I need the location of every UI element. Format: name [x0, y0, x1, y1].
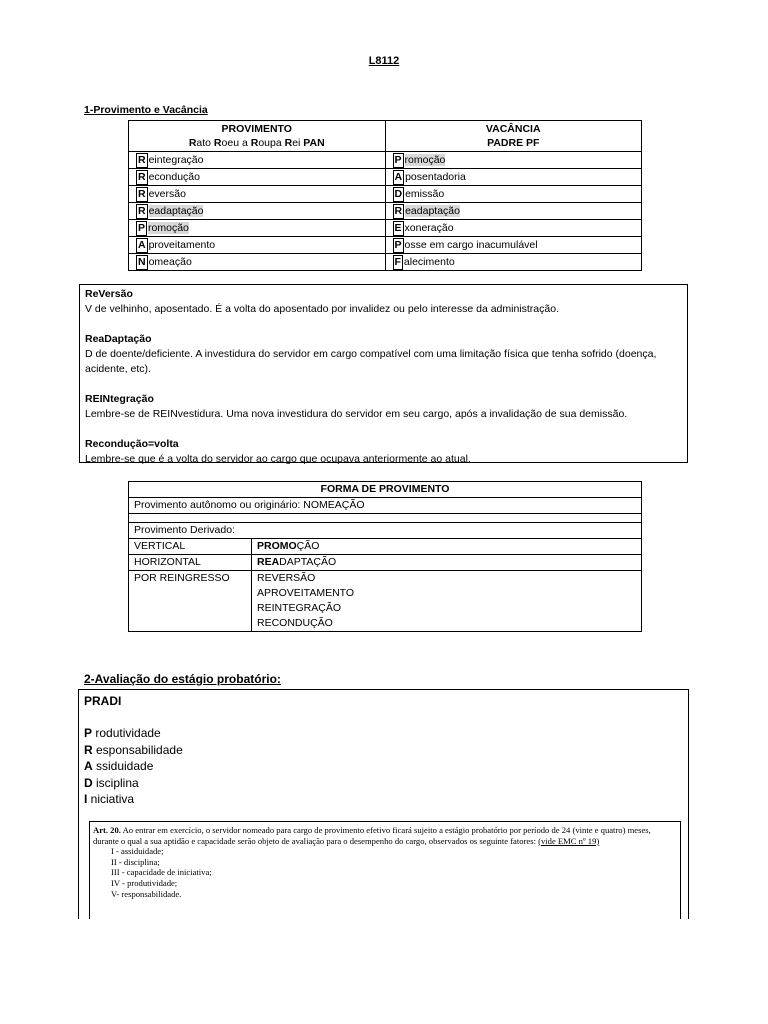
provimento-item — [129, 237, 386, 254]
provimento-initial-letter: R — [138, 170, 146, 183]
provimento-item-label: eintegração — [148, 153, 204, 166]
table-row — [129, 186, 642, 203]
article-20-excerpt — [89, 821, 681, 919]
provimento-item-label: romoção — [148, 221, 189, 234]
vacancia-item — [385, 169, 642, 186]
vacancia-item-label: xoneração — [404, 221, 454, 234]
provimento-item-label: eversão — [148, 187, 186, 200]
definition-reconducao: Recondução=volta Lembre-se que é a volta do servidor ao cargo que ocupava anteriormente ao atual. — [85, 438, 471, 465]
table-row — [129, 237, 642, 254]
forma-vertical-label: VERTICAL — [129, 539, 252, 555]
pradi-item: P rodutividade — [84, 726, 161, 740]
provimento-header: PROVIMENTO — [221, 123, 292, 135]
vacancia-item-label: alecimento — [403, 255, 455, 268]
vacancia-item-label: emissão — [405, 187, 445, 200]
table-row — [129, 220, 642, 237]
provimento-initial-letter: P — [138, 221, 146, 234]
vacancia-initial-letter: P — [394, 153, 402, 166]
vacancia-item-label: romoção — [404, 153, 446, 166]
vacancia-item — [385, 186, 642, 203]
pradi-item: D isciplina — [84, 775, 139, 790]
forma-derivado: Provimento Derivado: — [129, 523, 642, 539]
provimento-item-label: eadaptação — [148, 204, 204, 217]
vide-emc-link[interactable]: (vide EMC nº 19) — [538, 835, 600, 846]
vacancia-initial-letter: E — [394, 221, 402, 234]
pradi-item: R esponsabilidade — [84, 742, 183, 757]
definition-readaptacao: ReaDaptação D de doente/deficiente. A investidura do servidor em cargo compatível com uma limitação física que tenha sofrido (doença, acidente, etc). — [85, 333, 657, 375]
vacancia-item-label: osse em cargo inacumulável — [404, 238, 538, 251]
article-items: I - assiduidade; II - disciplina; III - capacidade de iniciativa; IV - produtividade; V- responsabilidade. — [111, 846, 212, 899]
pradi-acronym: PRADI — [84, 694, 122, 708]
table-row — [129, 203, 642, 220]
pradi-item: I niciativa — [84, 792, 135, 806]
provimento-item — [129, 220, 386, 237]
pradi-item: A ssiduidade — [84, 759, 154, 773]
vacancia-initial-letter: F — [394, 255, 401, 268]
forma-spacer-row — [129, 514, 642, 523]
definition-reintegracao: REINtegração Lembre-se de REINvestidura. Uma nova investidura do servidor em seu cargo, após a invalidação de sua demissão. — [85, 393, 628, 420]
vacancia-initial-letter: A — [394, 170, 403, 183]
provimento-vacancia-table — [128, 120, 642, 271]
forma-reingresso-label: POR REINGRESSO — [129, 571, 252, 632]
section-2-title: 2-Avaliação do estágio probatório: — [84, 672, 281, 686]
provimento-item — [129, 203, 386, 220]
section-1-title: 1-Provimento e Vacância — [84, 104, 208, 116]
provimento-initial-letter: R — [138, 153, 146, 166]
table-row — [129, 254, 642, 271]
provimento-initial-letter: A — [138, 238, 146, 251]
table-row — [129, 152, 642, 169]
provimento-initial-letter: R — [138, 204, 146, 217]
forma-horizontal-label: HORIZONTAL — [129, 555, 252, 571]
forma-horizontal-value: READAPTAÇÃO — [252, 555, 642, 571]
table-row — [129, 169, 642, 186]
provimento-initial-letter: N — [138, 255, 146, 268]
forma-header: FORMA DE PROVIMENTO — [129, 482, 642, 498]
definitions-box — [79, 284, 688, 463]
vacancia-initial-letter: R — [394, 204, 403, 217]
forma-autonomo: Provimento autônomo ou originário: NOMEAÇÃO — [129, 498, 642, 514]
pradi-list — [84, 725, 183, 808]
provimento-item-label: econdução — [148, 170, 200, 183]
provimento-item-label: proveitamento — [148, 238, 216, 251]
provimento-initial-letter: R — [138, 187, 146, 200]
provimento-item-label: omeação — [148, 255, 192, 268]
definition-reversao: ReVersão V de velhinho, aposentado. É a volta do aposentado por invalidez ou pelo interesse da administração. — [85, 288, 559, 315]
vacancia-item-label: eadaptação — [405, 204, 460, 217]
page-title: L8112 — [368, 55, 400, 67]
article-text: Art. 20. Ao entrar em exercício, o servidor nomeado para cargo de provimento efetivo ficará sujeito a estágio probatório por período de 24 (vinte e quatro) meses, durante o qual a sua aptidão e capacidade serão objeto de avaliação para o desempenho do cargo, observados os seguinte fatores: (vide EMC nº 19) — [93, 825, 651, 846]
provimento-header-cell — [129, 121, 386, 152]
forma-vertical-value: PROMOÇÃO — [252, 539, 642, 555]
vacancia-initial-letter: D — [394, 187, 403, 200]
vacancia-item — [385, 220, 642, 237]
vacancia-header: VACÂNCIA — [485, 123, 541, 135]
forma-provimento-table — [128, 481, 642, 632]
forma-reingresso-values: REVERSÃO APROVEITAMENTO REINTEGRAÇÃO RECONDUÇÃO — [252, 571, 642, 632]
vacancia-initial-letter: P — [394, 238, 402, 251]
provimento-item — [129, 186, 386, 203]
vacancia-header-cell — [385, 121, 642, 152]
vacancia-mnemonic: PADRE PF — [487, 137, 540, 149]
provimento-item — [129, 152, 386, 169]
vacancia-item — [385, 203, 642, 220]
vacancia-item — [385, 152, 642, 169]
vacancia-item — [385, 237, 642, 254]
provimento-item — [129, 254, 386, 271]
provimento-mnemonic: Rato Roeu a Roupa Rei PAN — [188, 137, 325, 149]
vacancia-item-label: posentadoria — [405, 170, 466, 183]
vacancia-item — [385, 254, 642, 271]
provimento-item — [129, 169, 386, 186]
